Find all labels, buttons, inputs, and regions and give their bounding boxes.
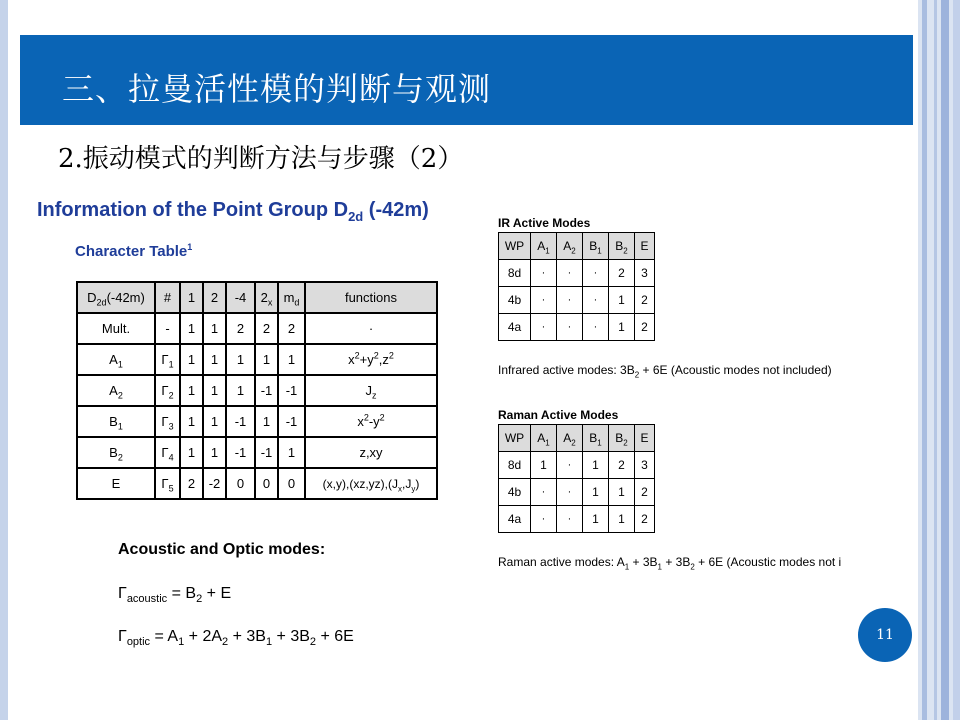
table-cell: 1 [226,344,255,375]
table-cell: · [305,313,437,344]
table-cell: 1 [278,437,305,468]
table-cell: 8d [499,452,531,479]
header-cell: WP [499,425,531,452]
table-cell: 1 [180,375,203,406]
raman-modes-note: Raman active modes: $A_1 + 3B_1 + 3B_2 + 6E$ (Acoustic modes not i [498,555,842,572]
table-row [499,479,655,506]
table-row [77,437,437,468]
table-cell: -2 [203,468,226,499]
slide-subtitle: 2.振动模式的判断方法与步骤（2） [58,144,464,174]
raman-table-header [499,425,655,452]
table-cell: 2 [609,260,635,287]
table-row [499,314,655,341]
table-cell: $(x,y),(xz,yz),(J_x,J_y)$ [305,468,437,499]
character-table-heading: Character Table$^1$ [75,242,193,260]
table-row [499,452,655,479]
header-cell: $D_{2d}(-42m)$ [77,282,155,313]
raman-modes-table [498,424,655,533]
right-decor-stripe [934,0,937,720]
table-cell: $\Gamma_1$ [155,344,180,375]
table-cell: · [583,260,609,287]
table-cell: 1 [203,313,226,344]
table-cell: 1 [531,452,557,479]
table-cell: · [583,314,609,341]
table-cell: 1 [180,344,203,375]
table-cell: 2 [635,479,655,506]
point-group-heading: Information of the Point Group $D_{2d}$ (-42m) [37,199,429,224]
table-cell: -1 [278,375,305,406]
optic-equation: $\Gamma_{optic} = A_1 + 2A_2 + 3B_1 + 3B_2 + 6E$ [118,628,354,649]
table-cell: 8d [499,260,531,287]
table-cell: -1 [255,437,278,468]
slide-title: 三、拉曼活性模的判断与观测 [62,70,492,108]
table-cell: $x^2-y^2$ [305,406,437,437]
table-cell: · [531,506,557,533]
table-cell: · [557,314,583,341]
table-cell: 1 [609,479,635,506]
table-cell: · [531,479,557,506]
table-cell: 1 [609,314,635,341]
header-cell: $B_2$ [609,425,635,452]
table-row [499,260,655,287]
header-cell: # [155,282,180,313]
header-cell: $2_x$ [255,282,278,313]
table-cell: -1 [226,406,255,437]
acoustic-equation: $\Gamma_{acoustic} = B_2 + E$ [118,585,232,606]
table-cell: 1 [583,452,609,479]
table-cell: 1 [583,479,609,506]
table-row [77,313,437,344]
table-cell: · [557,260,583,287]
table-cell: 1 [180,313,203,344]
header-cell: $A_2$ [557,425,583,452]
table-cell: 1 [180,437,203,468]
character-table-header [77,282,437,313]
table-cell: $\Gamma_2$ [155,375,180,406]
table-cell: $\Gamma_3$ [155,406,180,437]
table-cell: · [531,287,557,314]
table-cell: · [557,287,583,314]
table-cell: 2 [180,468,203,499]
header-cell: -4 [226,282,255,313]
table-row [77,375,437,406]
table-cell: 1 [203,406,226,437]
header-cell: 2 [203,282,226,313]
table-cell: 1 [255,344,278,375]
table-cell: 4b [499,287,531,314]
table-cell: 1 [203,375,226,406]
table-cell: -1 [226,437,255,468]
table-cell: $A_1$ [77,344,155,375]
table-cell: 0 [278,468,305,499]
table-row [77,406,437,437]
table-row [499,287,655,314]
left-decor-bar [0,0,8,720]
table-cell: 2 [609,452,635,479]
ir-modes-heading: IR Active Modes [498,216,591,230]
page-number-badge: 11 [858,608,912,662]
ir-table-header [499,233,655,260]
table-row [499,506,655,533]
right-decor-stripe [922,0,927,720]
table-row [77,344,437,375]
table-cell: 1 [583,506,609,533]
table-cell: $J_z$ [305,375,437,406]
table-cell: · [557,452,583,479]
table-cell: 0 [226,468,255,499]
right-decor-stripe [941,0,949,720]
table-cell: 3 [635,452,655,479]
table-cell: -1 [278,406,305,437]
table-cell: $B_2$ [77,437,155,468]
table-cell: - [155,313,180,344]
table-cell: · [557,506,583,533]
header-cell: WP [499,233,531,260]
table-cell: 3 [635,260,655,287]
header-cell: $A_1$ [531,233,557,260]
acoustic-optic-heading: Acoustic and Optic modes: [118,541,326,558]
header-cell: functions [305,282,437,313]
table-cell: · [531,314,557,341]
header-cell: $m_d$ [278,282,305,313]
table-cell: $B_1$ [77,406,155,437]
table-cell: 2 [635,314,655,341]
table-cell: $\Gamma_4$ [155,437,180,468]
table-cell: · [531,260,557,287]
table-cell: $A_2$ [77,375,155,406]
table-cell: 2 [635,506,655,533]
table-cell: 1 [609,506,635,533]
table-cell: 4b [499,479,531,506]
table-cell: 1 [203,344,226,375]
table-cell: 4a [499,314,531,341]
table-cell: 1 [278,344,305,375]
table-cell: 4a [499,506,531,533]
header-cell: $A_2$ [557,233,583,260]
header-cell: $B_2$ [609,233,635,260]
table-cell: $\Gamma_5$ [155,468,180,499]
table-cell: 1 [203,437,226,468]
header-cell: 1 [180,282,203,313]
table-cell: 1 [226,375,255,406]
header-cell: $A_1$ [531,425,557,452]
table-cell: z,xy [305,437,437,468]
table-cell: 1 [255,406,278,437]
table-row [77,468,437,499]
header-cell: E [635,425,655,452]
table-cell: -1 [255,375,278,406]
raman-modes-heading: Raman Active Modes [498,408,619,422]
right-decor-stripe [953,0,960,720]
ir-modes-table [498,232,655,341]
table-cell: 1 [180,406,203,437]
header-cell: E [635,233,655,260]
table-cell: 1 [609,287,635,314]
ir-modes-note: Infrared active modes: $3B_2 + 6E$ (Acoustic modes not included) [498,363,832,380]
header-cell: $B_1$ [583,233,609,260]
table-cell: Mult. [77,313,155,344]
character-table [76,281,438,500]
table-cell: E [77,468,155,499]
table-cell: $x^2+y^2,z^2$ [305,344,437,375]
table-cell: 2 [226,313,255,344]
table-cell: · [583,287,609,314]
table-cell: 0 [255,468,278,499]
table-cell: 2 [278,313,305,344]
header-cell: $B_1$ [583,425,609,452]
table-cell: · [557,479,583,506]
table-cell: 2 [635,287,655,314]
table-cell: 2 [255,313,278,344]
